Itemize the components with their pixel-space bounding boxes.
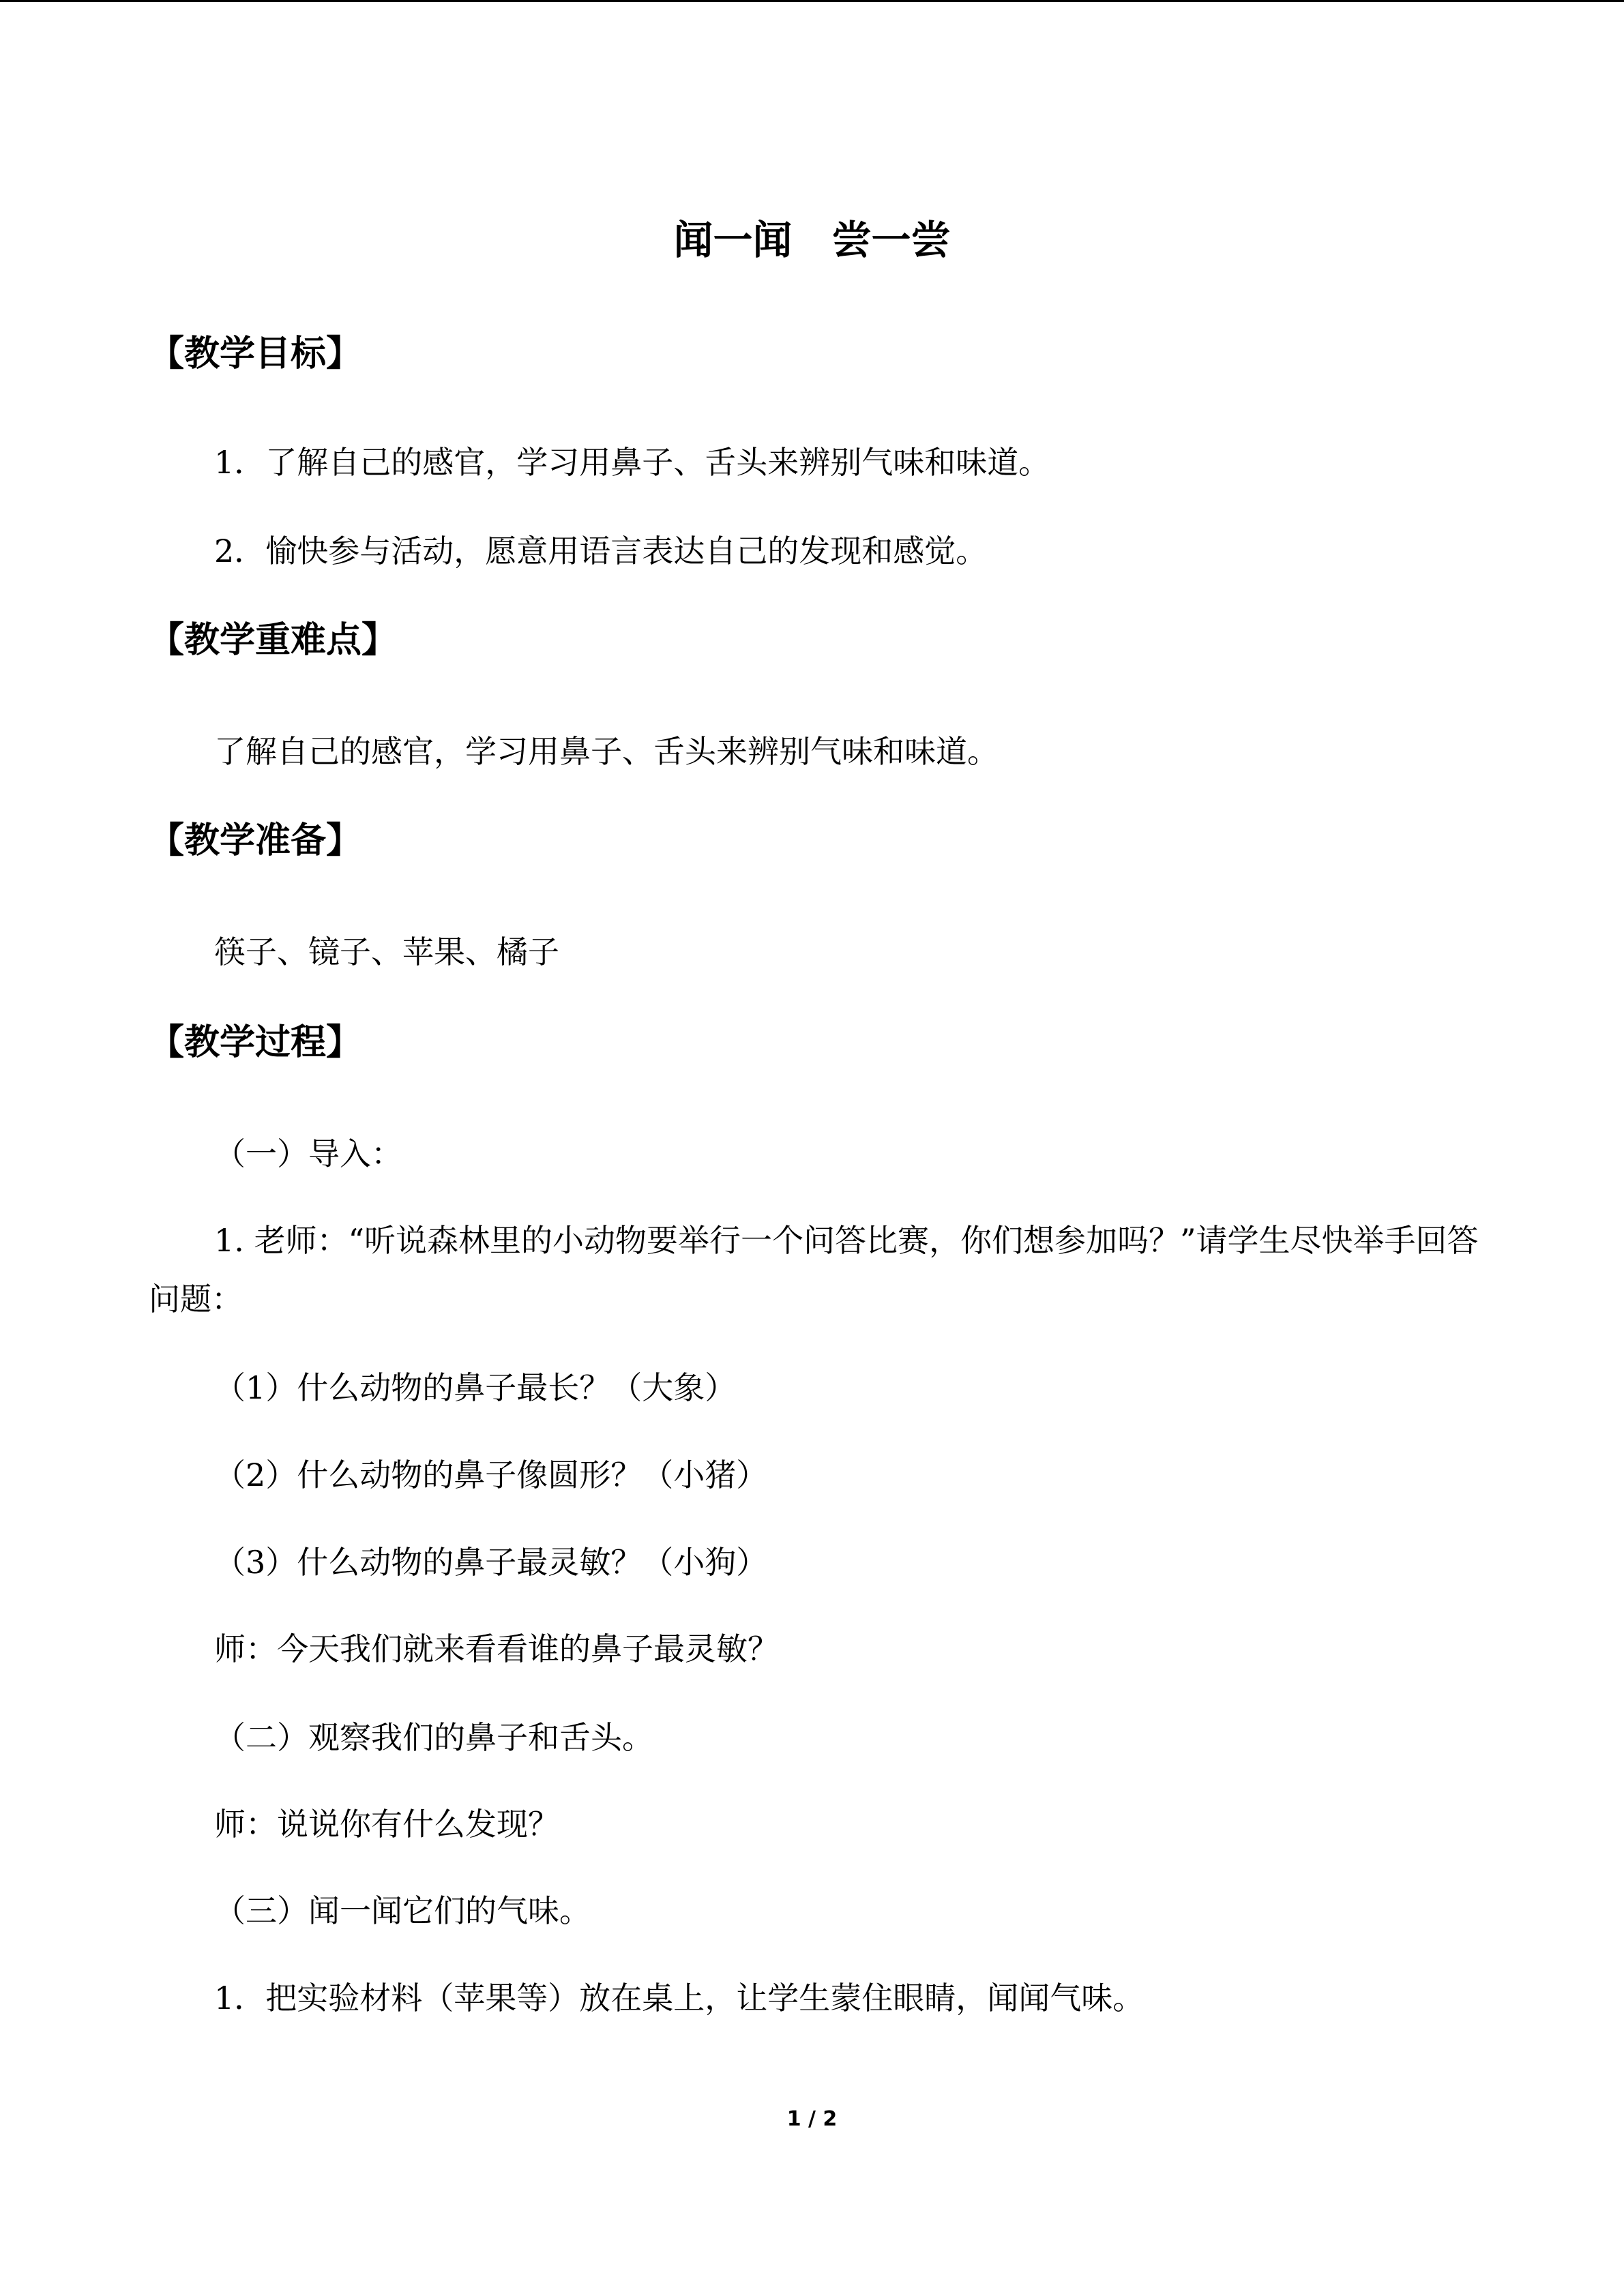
paragraph-key-point: 了解自己的感官，学习用鼻子、舌头来辨别气味和味道。	[214, 733, 999, 770]
paragraph-step-observe: （二）观察我们的鼻子和舌头。	[214, 1719, 653, 1756]
section-heading-teaching-goals: 【教学目标】	[149, 333, 362, 374]
paragraph-step-smell: （三）闻一闻它们的气味。	[214, 1892, 591, 1929]
paragraph-teacher-line-1: 师：今天我们就来看看谁的鼻子最灵敏？	[214, 1630, 779, 1667]
paragraph-goal-2: 2．愉快参与活动，愿意用语言表达自己的发现和感觉。	[214, 533, 988, 569]
section-heading-key-points: 【教学重难点】	[149, 620, 398, 661]
paragraph-question-2: （2）什么动物的鼻子像圆形？（小猪）	[214, 1457, 768, 1493]
document-title: 闻一闻 尝一尝	[673, 217, 951, 263]
paragraph-step-intro: （一）导入：	[214, 1135, 402, 1172]
section-heading-process: 【教学过程】	[149, 1022, 362, 1063]
paragraph-question-1: （1）什么动物的鼻子最长？（大象）	[214, 1369, 737, 1406]
section-heading-preparation: 【教学准备】	[149, 820, 362, 861]
paragraph-teacher-question: 1. 老师：“听说森林里的小动物要举行一个问答比赛，你们想参加吗？”请学生尽快举手回答问题：	[149, 1222, 1479, 1317]
paragraph-materials: 筷子、镜子、苹果、橘子	[214, 934, 559, 970]
paragraph-teacher-line-2: 师：说说你有什么发现？	[214, 1806, 559, 1843]
page-number: 1 / 2	[786, 2107, 838, 2131]
paragraph-smell-activity: 1．把实验材料（苹果等）放在桌上，让学生蒙住眼睛，闻闻气味。	[214, 1980, 1145, 2016]
paragraph-goal-1: 1．了解自己的感官，学习用鼻子、舌头来辨别气味和味道。	[214, 444, 1050, 481]
paragraph-question-3: （3）什么动物的鼻子最灵敏？（小狗）	[214, 1544, 768, 1581]
